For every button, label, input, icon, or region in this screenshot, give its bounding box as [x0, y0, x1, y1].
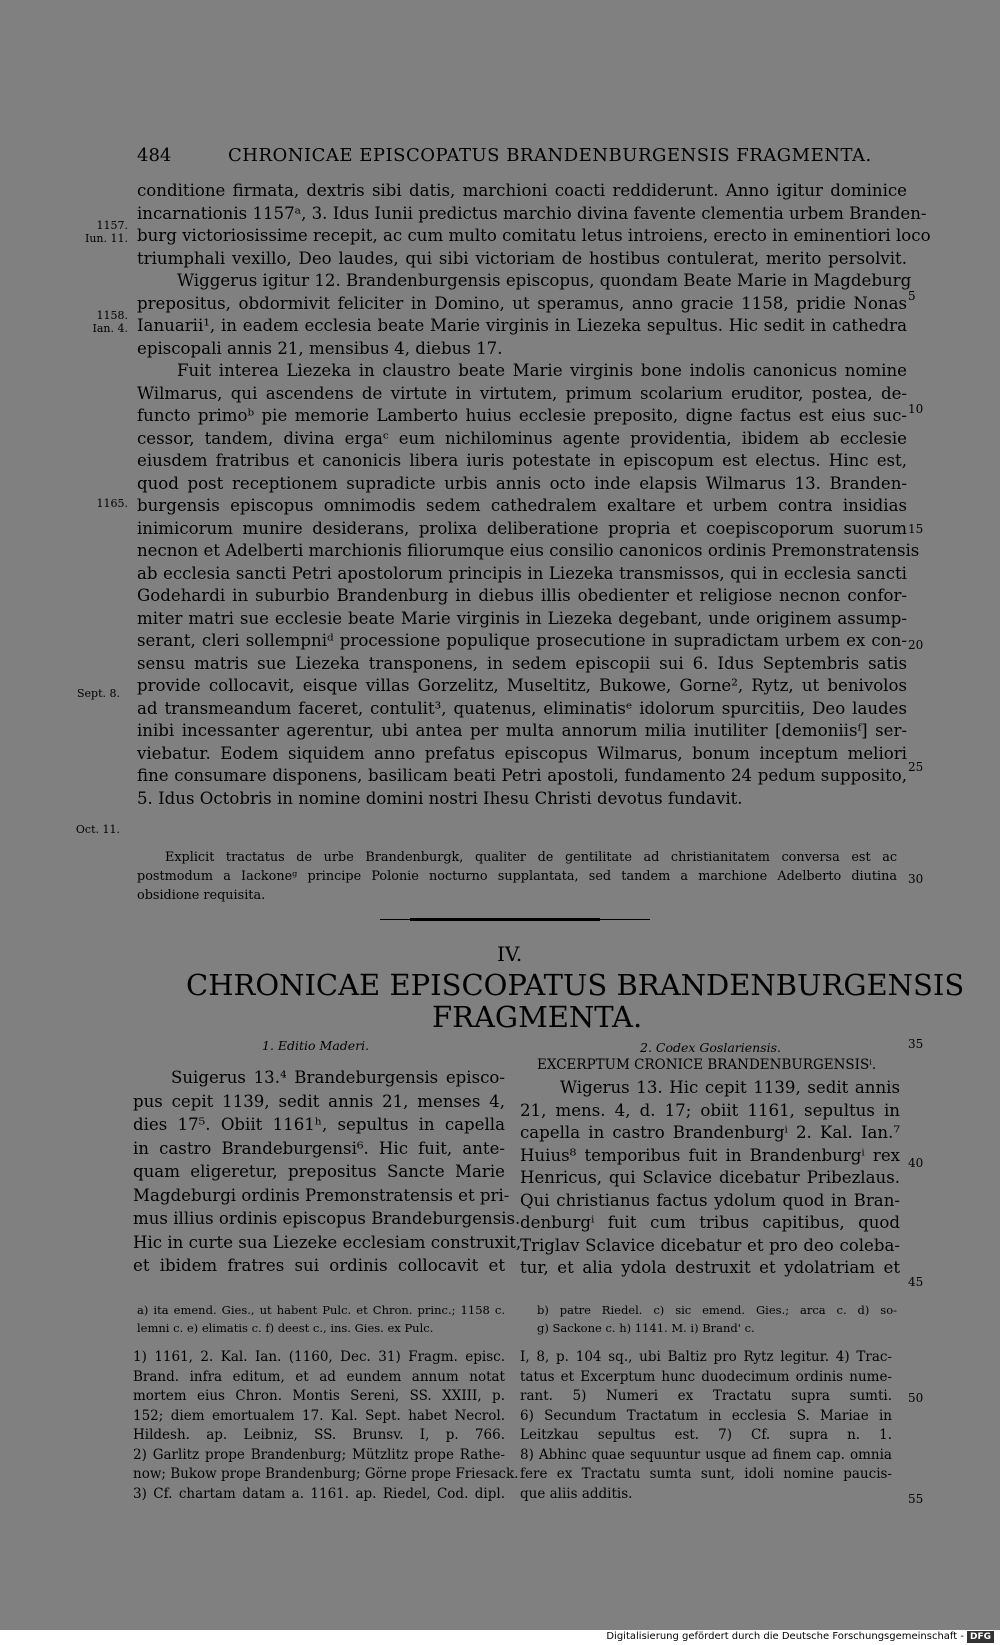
text-line: Henricus, qui Sclavice dicebatur Pribezlaus. [520, 1168, 900, 1187]
footnote-line: Brand. infra editum, et ad eundem annum notat [133, 1368, 505, 1385]
text-line: inimicorum munire desiderans, prolixa deliberatione propria et coepiscoporum suorum [137, 518, 907, 538]
text-line: Wigerus 13. Hic cepit 1139, sedit annis [560, 1078, 900, 1097]
text-line: tur, et alia ydola destruxit et ydolatriam et [520, 1258, 900, 1277]
text-line: incarnationis 1157ᵃ, 3. Idus Iunii predictus marchio divina favente clementia urbem Branden- [137, 203, 927, 223]
text-line: in castro Brandeburgensi⁶. Hic fuit, ante- [133, 1138, 505, 1158]
footnote-line: 8) Abhinc quae sequuntur usque ad finem cap. omnia [520, 1446, 892, 1463]
text-line: 21, mens. 4, d. 17; obiit 1161, sepultus in [520, 1100, 900, 1120]
text-line: Suigerus 13.⁴ Brandeburgensis episco- [171, 1068, 505, 1087]
text-line: conditione firmata, dextris sibi datis, marchioni coacti reddiderunt. Anno igitur dominice [137, 181, 907, 200]
line-number: 20 [908, 638, 924, 652]
line-number: 15 [908, 522, 924, 536]
text-line: prepositus, obdormivit feliciter in Domino, ut speramus, anno gracie 1158, pridie Nonas [137, 293, 907, 313]
line-number: 50 [908, 1391, 924, 1405]
text-line: capella in castro Brandenburgⁱ 2. Kal. Ian.⁷ [520, 1123, 900, 1142]
text-line: Huius⁸ temporibus fuit in Brandenburgⁱ rex [520, 1145, 900, 1165]
right-column-subheading: EXCERPTUM CRONICE BRANDENBURGENSISⁱ. [537, 1057, 877, 1073]
text-line: Triglav Sclavice dicebatur et pro deo coleba- [520, 1235, 900, 1255]
text-line: denburgⁱ fuit cum tribus capitibus, quod [520, 1213, 900, 1232]
footnote-line: 6) Secundum Tractatum in ecclesia S. Mariae in [520, 1407, 892, 1424]
text-line: eiusdem fratribus et canonicis libera iuris potestate in episcopum est electus. Hinc est, [137, 451, 907, 470]
line-number: 45 [908, 1275, 924, 1289]
footnote-line: 2) Garlitz prope Brandenburg; Mützlitz prope Rathe- [133, 1446, 505, 1463]
footnote-line: I, 8, p. 104 sq., ubi Baltiz pro Rytz legitur. 4) Trac- [520, 1349, 892, 1365]
footer-credit: Digitalisierung gefördert durch die Deutsche Forschungsgemeinschaft - [606, 1631, 964, 1642]
text-line: quod post receptionem supradicte urbis annis octo inde elapsis Wilmarus 13. Branden- [137, 473, 907, 493]
text-line: postmodum a Iackoneᵍ principe Polonie nocturno supplantata, sed tandem a marchione Adelberto diutina [137, 869, 897, 884]
dfg-logo: DFG [967, 1631, 994, 1643]
text-line: viebatur. Eodem siquidem anno prefatus episcopus Wilmarus, bonum inceptum meliori [137, 743, 907, 763]
footnote-line: now; Bukow prope Brandenburg; Görne prope Friesack. [133, 1466, 519, 1482]
line-number: 30 [908, 872, 924, 886]
text-line: cessor, tandem, divina ergaᶜ eum nichilominus agente providentia, ibidem ab ecclesie [137, 428, 907, 448]
text-line: ad transmeandum faceret, contulit³, quatenus, eliminatisᵉ idolorum spurcitiis, Deo laudes [137, 698, 907, 718]
variant-note: lemni c. e) elimatis c. f) deest c., ins. Gies. ex Pulc. [137, 1321, 434, 1335]
footnote-line: Hildesh. ap. Leibniz, SS. Brunsv. I, p. 766. [133, 1427, 505, 1443]
text-line: 5. Idus Octobris in nomine domini nostri Ihesu Christi devotus fundavit. [137, 788, 743, 808]
left-column-heading: 1. Editio Maderi. [262, 1038, 370, 1053]
footnote-line: 152; diem emortualem 17. Kal. Sept. habet Necrol. [133, 1407, 505, 1424]
line-number: 35 [908, 1037, 924, 1051]
text-line: Ianuarii¹, in eadem ecclesia beate Marie virginis in Liezeka sepultus. Hic sedit in cathedra [137, 316, 907, 335]
right-column-heading: 2. Codex Goslariensis. [640, 1040, 782, 1055]
footnote-line: que aliis additis. [520, 1485, 633, 1502]
page-number: 484 [137, 145, 172, 166]
text-line: et ibidem fratres sui ordinis collocavit et [133, 1256, 505, 1275]
footnote-line: 1) 1161, 2. Kal. Ian. (1160, Dec. 31) Fragm. episc. [133, 1349, 505, 1365]
text-line: burgensis episcopus omnimodis sedem cathedralem exaltare et urbem contra insidias [137, 496, 907, 515]
line-number: 25 [908, 760, 924, 774]
footnote-line: fere ex Tractatu sumta sunt, idoli nomine paucis- [520, 1466, 892, 1482]
margin-note: 1157. [96, 219, 128, 232]
variant-note: a) ita emend. Gies., ut habent Pulc. et Chron. princ.; 1158 c. [137, 1303, 505, 1317]
section-title-line2: FRAGMENTA. [432, 1000, 643, 1034]
text-line: Hic in curte sua Liezeke ecclesiam construxit, [133, 1232, 522, 1252]
running-title: CHRONICAE EPISCOPATUS BRANDENBURGENSIS FRAGMENTA. [228, 145, 872, 166]
text-line: episcopali annis 21, mensibus 4, diebus 17. [137, 338, 503, 358]
variant-note: b) patre Riedel. c) sic emend. Gies.; arca c. d) so- [537, 1303, 897, 1317]
text-line: fine consumare disponens, basilicam beati Petri apostoli, fundamento 24 pedum supposito, [137, 766, 907, 785]
text-line: Godehardi in suburbio Brandenburg in diebus illis obedienter et religiose necnon confor- [137, 586, 907, 605]
text-line: provide collocavit, eisque villas Gorzelitz, Museltitz, Bukowe, Gorne², Rytz, ut benivolos [137, 676, 907, 695]
footnote-line: 3) Cf. chartam datam a. 1161. ap. Riedel, Cod. dipl. [133, 1485, 505, 1502]
text-line: burg victoriosissime recepit, ac cum multo comitatu letus introiens, erecto in eminentiori loco [137, 226, 931, 245]
variant-note: g) Sackone c. h) 1141. M. i) Brand' c. [537, 1321, 755, 1335]
text-line: ab ecclesia sancti Petri apostolorum principis in Liezeka transmissos, qui in ecclesia sancti [137, 563, 907, 583]
text-line: functo primoᵇ pie memorie Lamberto huius ecclesie preposito, digne factus est eius suc- [137, 406, 907, 425]
text-line: triumphali vexillo, Deo laudes, qui sibi victoriam de hostibus contulerat, merito persolvit. [137, 248, 907, 268]
text-line: Qui christianus factus ydolum quod in Bran- [520, 1190, 900, 1210]
text-line: dies 17⁵. Obiit 1161ʰ, sepultus in capella [133, 1115, 505, 1134]
text-line: Wilmarus, qui ascendens de virtute in virtutem, primum scolarium eruditor, postea, de- [137, 383, 907, 403]
text-line: Fuit interea Liezeka in claustro beate Marie virginis bone indolis canonicus nomine [177, 361, 907, 380]
line-number: 10 [908, 402, 924, 416]
text-line: miter matri sue ecclesie beate Marie virginis in Liezeka degebant, unde originem assump- [137, 608, 907, 628]
footnote-line: tatus et Excerptum hunc duodecimum ordinis nume- [520, 1368, 892, 1385]
text-line: inibi incessanter agerentur, ubi antea per multa annorum milia inutiliter [demoniisᶠ] ser- [137, 721, 907, 740]
footnote-line: rant. 5) Numeri ex Tractatu supra sumti. [520, 1388, 892, 1404]
section-number: IV. [497, 942, 523, 966]
margin-note: Oct. 11. [75, 823, 120, 836]
margin-note: Ian. 4. [92, 322, 128, 335]
margin-note: Sept. 8. [77, 687, 120, 700]
footnote-line: Leitzkau sepultus est. 7) Cf. supra n. 1. [520, 1427, 892, 1443]
margin-note: Iun. 11. [84, 232, 128, 245]
line-number: 40 [908, 1156, 924, 1170]
text-line: mus illius ordinis episcopus Brandeburgensis. [133, 1209, 521, 1228]
text-line: sensu matris sue Liezeka transponens, in sedem episcopii sui 6. Idus Septembris satis [137, 653, 907, 673]
section-divider [380, 918, 650, 921]
text-line: Explicit tractatus de urbe Brandenburgk, qualiter de gentilitate ad christianitatem conversa est ac [165, 850, 897, 865]
text-line: necnon et Adelberti marchionis filiorumque eius consilio canonicos ordinis Premonstratensis [137, 541, 920, 560]
text-line: serant, cleri sollempniᵈ processione populique prosecutione in supradictam urbem ex con- [137, 631, 907, 650]
line-number: 5 [908, 289, 916, 303]
text-line: quam eligeretur, prepositus Sancte Marie [133, 1162, 505, 1181]
section-title: CHRONICAE EPISCOPATUS BRANDENBURGENSIS [186, 968, 965, 1002]
footnote-line: mortem eius Chron. Montis Sereni, SS. XXIII, p. [133, 1388, 505, 1404]
text-line: Wiggerus igitur 12. Brandenburgensis episcopus, quondam Beate Marie in Magdeburg [177, 271, 912, 290]
text-line: obsidione requisita. [137, 888, 266, 903]
margin-note: 1158. [96, 309, 128, 322]
line-number: 55 [908, 1492, 924, 1506]
text-line: pus cepit 1139, sedit annis 21, menses 4, [133, 1091, 505, 1111]
text-line: Magdeburgi ordinis Premonstratensis et pri- [133, 1185, 510, 1205]
margin-note: 1165. [96, 497, 128, 510]
